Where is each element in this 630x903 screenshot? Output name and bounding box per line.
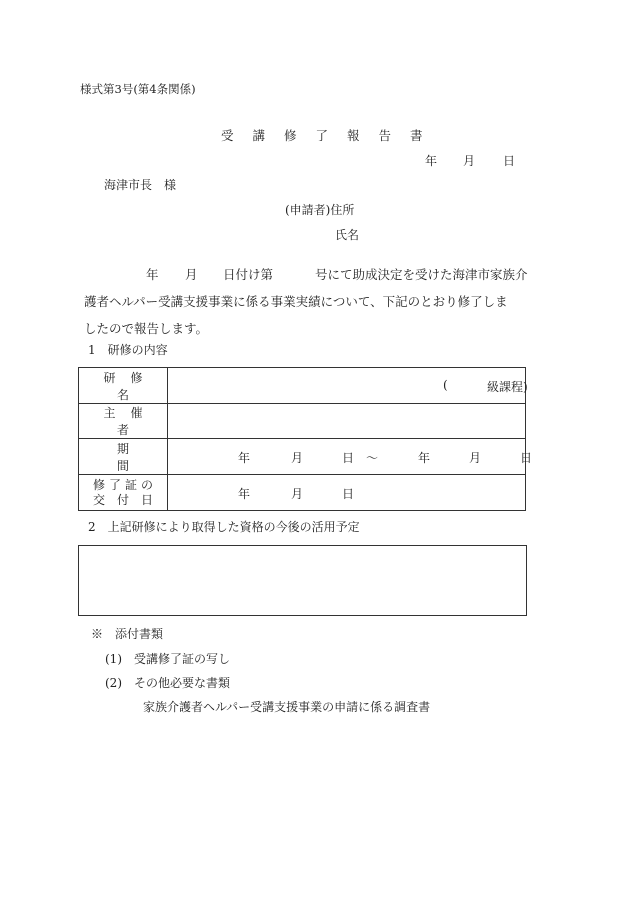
- date-month: 月: [463, 154, 476, 168]
- report-body: [84, 261, 530, 342]
- addressee: 海津市長 様: [104, 178, 177, 192]
- cert-label-line2: 交付日: [93, 492, 153, 507]
- date-day: 日: [503, 154, 516, 168]
- cert-month: 月: [291, 487, 304, 501]
- organizer-row: [79, 404, 526, 439]
- cert-label-line1: 修了証の: [93, 477, 153, 492]
- period-day-start: 日: [342, 451, 355, 465]
- period-row: [79, 439, 526, 475]
- attachments-header: ※ 添付書類: [91, 627, 164, 641]
- body-line2: 護者ヘルパー受講支援事業に係る事業実績について、下記のとおり修了しま: [84, 294, 508, 309]
- period-year-start: 年: [238, 451, 251, 465]
- section1-heading: 1 研修の内容: [88, 343, 168, 357]
- attachment-item-2-detail: 家族介護者ヘルパー受講支援事業の申請に係る調査書: [143, 700, 431, 714]
- course-name-cell[interactable]: [168, 368, 526, 404]
- certificate-row: [79, 475, 526, 511]
- period-month-start: 月: [291, 451, 304, 465]
- form-number: 様式第3号(第4条関係): [80, 82, 196, 96]
- course-paren-close: 級課程): [487, 380, 528, 394]
- certificate-cell[interactable]: [168, 475, 526, 511]
- period-year-end: 年: [418, 451, 431, 465]
- course-name-label: 研修名: [103, 370, 158, 402]
- cert-day: 日: [342, 487, 355, 501]
- usage-plan-box[interactable]: [78, 545, 527, 616]
- body-line1-tail: 号にて助成決定を受けた海津市家族介: [315, 267, 528, 282]
- document-title: 受講修了報告書: [221, 128, 442, 143]
- applicant-address-label: (申請者)住所: [285, 203, 355, 217]
- section2-heading: 2 上記研修により取得した資格の今後の活用予定: [88, 520, 360, 534]
- course-info-table: [78, 367, 533, 511]
- body-month: 月: [185, 267, 198, 282]
- attachment-item-1: (1) 受講修了証の写し: [105, 652, 230, 666]
- period-cell[interactable]: [168, 439, 533, 475]
- course-name-row: [79, 368, 526, 404]
- period-month-end: 月: [469, 451, 482, 465]
- body-year: 年: [146, 267, 159, 282]
- body-day: 日付け第: [223, 267, 274, 282]
- cert-year: 年: [238, 487, 251, 501]
- period-tilde: ～: [366, 451, 379, 465]
- organizer-cell[interactable]: [168, 404, 526, 439]
- body-line3: したので報告します。: [84, 321, 209, 336]
- course-paren-open: (: [443, 378, 448, 392]
- period-label: 期間: [117, 441, 168, 473]
- attachment-item-2: (2) その他必要な書類: [105, 676, 230, 690]
- organizer-label: 主催者: [103, 406, 158, 437]
- period-day-end: 日: [520, 451, 533, 465]
- date-year: 年: [425, 154, 438, 168]
- applicant-name-label: 氏名: [335, 228, 360, 242]
